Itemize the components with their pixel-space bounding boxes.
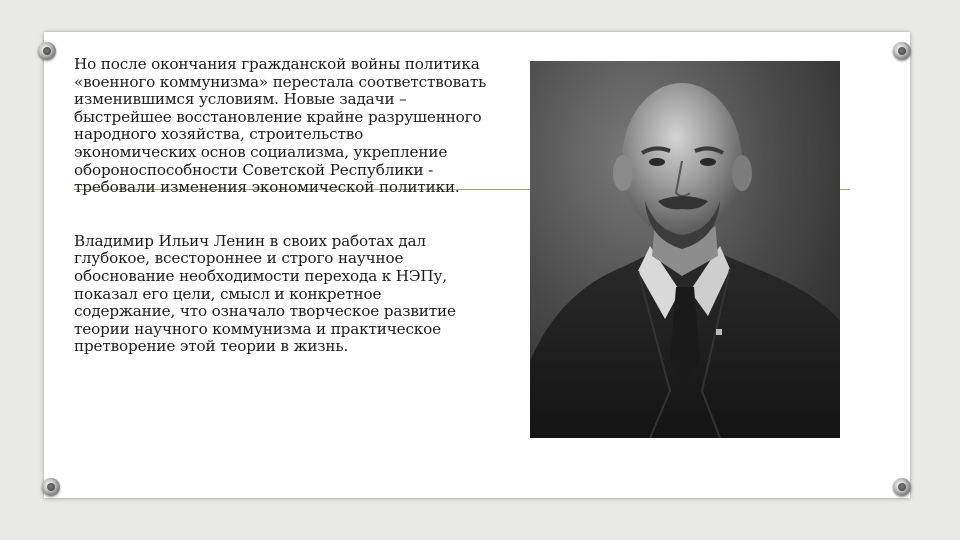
pin-icon (38, 42, 56, 60)
pin-icon (893, 42, 911, 60)
portrait-photo (530, 61, 840, 438)
paragraph-lenin-works: Владимир Ильич Ленин в своих работах дал глубокое, всестороннее и строго научное обоснование необходимости перехода к НЭПу, показал его цели, смысл и конкретное содержание, что означало творческое развитие теории научного коммунизма и практическое претворение этой теории в жизнь. (74, 231, 456, 356)
pin-icon (42, 478, 60, 496)
paragraph-nep-context: Но после окончания гражданской войны политика «военного коммунизма» перестала соответствовать изменившимся условиям. Новые задачи – быстрейшее восстановление крайне разрушенного народного хозяйства, строительство экономических основ социализма, укрепление обороноспособности Советской Республики - требовали изменения экономической политики. (74, 55, 487, 197)
slide-text (74, 56, 504, 356)
pin-icon (893, 478, 911, 496)
